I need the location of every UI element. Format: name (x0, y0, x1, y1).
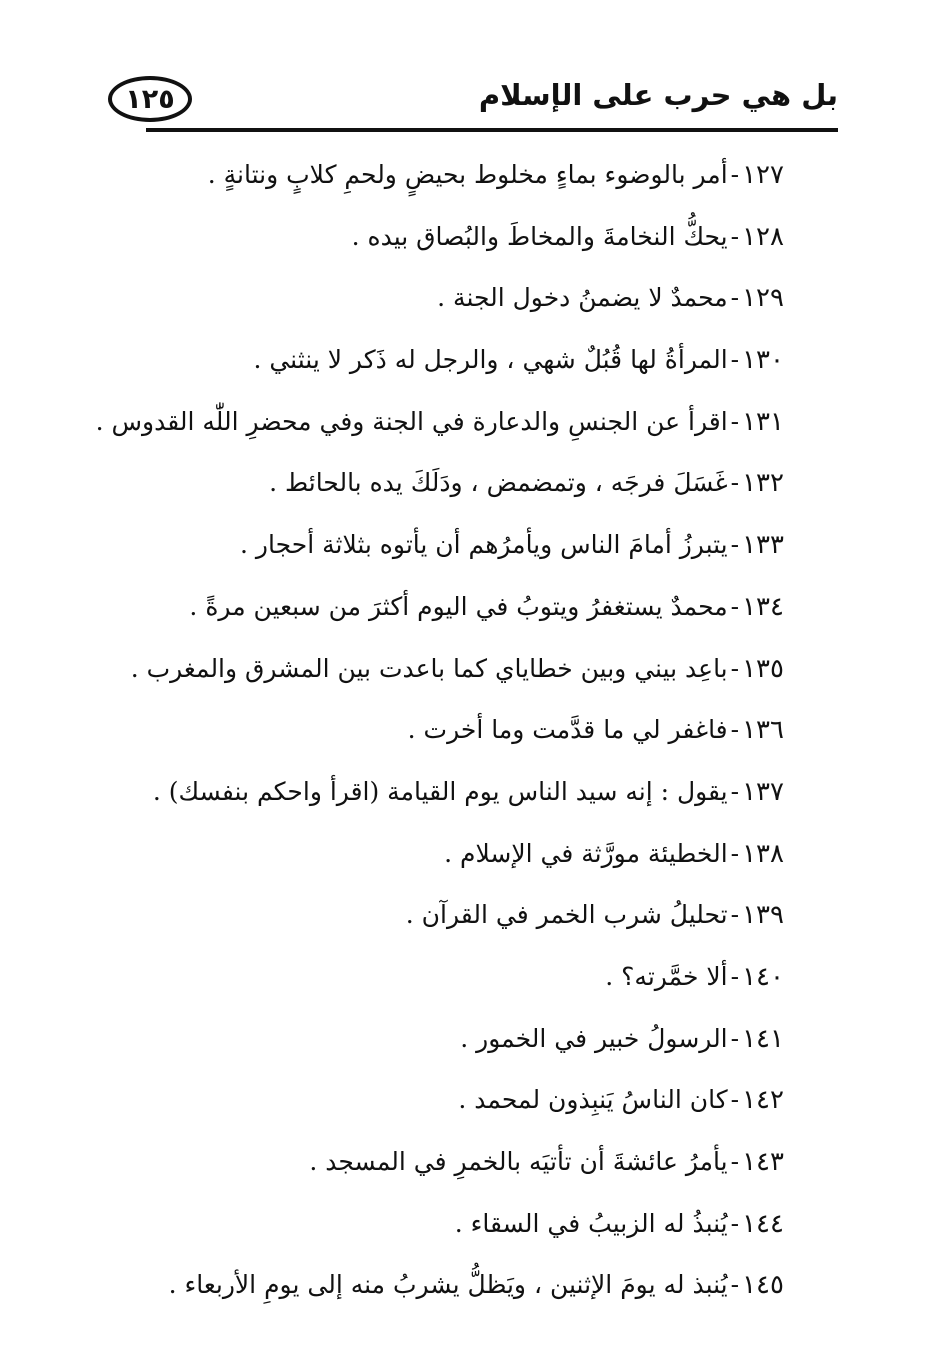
list-item (104, 946, 784, 1008)
item-separator: - (730, 1270, 740, 1300)
item-separator: - (730, 776, 740, 806)
list-item (104, 144, 784, 206)
item-separator: - (730, 1208, 740, 1238)
item-text: محمدٌ يستغفرُ ويتوبُ في اليوم أكثرَ من سبعين مرةً . (189, 591, 728, 621)
item-number: ١٢٩ (742, 283, 784, 314)
item-number: ١٤٠ (742, 961, 784, 992)
item-number: ١٣٦ (742, 715, 784, 746)
list-item (104, 452, 784, 514)
item-number: ١٤١ (742, 1023, 784, 1054)
list-item (104, 761, 784, 823)
list-item (104, 267, 784, 329)
item-number: ١٣٠ (742, 345, 784, 376)
item-number: ١٣٥ (742, 653, 784, 684)
item-separator: - (730, 1147, 740, 1176)
item-text: الخطيئة مورَّثة في الإسلام . (444, 838, 728, 868)
item-number: ١٤٣ (742, 1147, 784, 1177)
numbered-list (95, 144, 784, 1316)
list-item (104, 576, 784, 638)
item-number: ١٤٤ (742, 1208, 784, 1239)
item-text: اقرأ عن الجنسِ والدعارة في الجنة وفي محضرِ اللّٰه القدوس . (95, 406, 728, 436)
item-separator: - (730, 900, 740, 930)
item-text: يحكُّ النخامةَ والمخاطَ والبُصاق بيده . (351, 221, 728, 251)
item-text: تحليلُ شرب الخمر في القرآن . (405, 900, 728, 930)
item-text: يُنبذ له يومَ الإثنين ، ويَظلُّ يشربُ منه إلى يومِ الأربعاء . (168, 1270, 728, 1300)
page-number-badge (108, 76, 192, 122)
list-item (104, 1254, 784, 1316)
item-number: ١٣٨ (742, 838, 784, 869)
item-number: ١٢٨ (742, 221, 784, 252)
item-number: ١٣٤ (742, 591, 784, 622)
item-number: ١٤٥ (742, 1270, 784, 1301)
list-item (104, 1069, 784, 1131)
list-item (104, 638, 784, 700)
item-separator: - (730, 221, 740, 251)
running-title: بل هي حرب على الإسلام (478, 78, 838, 112)
item-separator: - (730, 530, 740, 560)
list-item (104, 206, 784, 268)
item-separator: - (730, 406, 740, 436)
item-number: ١٣٧ (742, 776, 784, 807)
item-text: فاغفر لي ما قدَّمت وما أخرت . (407, 715, 728, 745)
item-separator: - (730, 345, 740, 375)
item-number: ١٣٣ (742, 530, 784, 561)
list-item (95, 391, 784, 453)
item-number: ١٣٩ (742, 900, 784, 931)
item-separator: - (730, 653, 740, 683)
item-separator: - (730, 468, 740, 498)
item-text: يُنبذُ له الزبيبُ في السقاء . (454, 1208, 728, 1238)
item-separator: - (730, 715, 740, 745)
item-text: أمر بالوضوء بماءٍ مخلوط بحيضٍ ولحمِ كلابٍ ونتانةٍ . (207, 160, 728, 189)
item-text: يقول : إنه سيد الناس يوم القيامة (اقرأ واحكم بنفسك) . (152, 776, 728, 806)
list-item (104, 699, 784, 761)
item-number: ١٢٧ (742, 160, 784, 190)
item-text: كان الناسُ يَنبِذون لمحمد . (458, 1085, 728, 1115)
item-text: باعِد بيني وبين خطاياي كما باعدت بين المشرق والمغرب . (130, 653, 728, 683)
item-separator: - (730, 591, 740, 621)
list-item (104, 1131, 784, 1193)
item-text: ألا خمَّرته؟ . (605, 961, 728, 991)
page-header (108, 72, 838, 136)
item-separator: - (730, 1023, 740, 1053)
item-separator: - (730, 283, 740, 313)
item-separator: - (730, 961, 740, 991)
list-item (104, 1193, 784, 1255)
item-text: محمدٌ لا يضمنُ دخول الجنة . (437, 283, 728, 313)
item-text: يتبرزُ أمامَ الناس ويأمرُهم أن يأتوه بثلاثة أحجار . (240, 530, 728, 560)
item-separator: - (730, 160, 740, 189)
list-item (104, 514, 784, 576)
list-item (104, 1008, 784, 1070)
list-item (104, 329, 784, 391)
item-number: ١٣١ (742, 406, 784, 437)
item-number: ١٣٢ (742, 468, 784, 499)
page-number: ١٢٥ (125, 83, 175, 115)
item-text: الرسولُ خبير في الخمور . (460, 1023, 728, 1053)
item-text: غَسَلَ فرجَه ، وتمضمض ، ودَلَكَ يده بالحائط . (269, 468, 728, 498)
item-text: يأمرُ عائشةَ أن تأتيَه بالخمرِ في المسجد . (309, 1147, 728, 1176)
item-number: ١٤٢ (742, 1085, 784, 1116)
item-separator: - (730, 1085, 740, 1115)
header-divider (146, 128, 838, 132)
list-item (104, 823, 784, 885)
item-text: المرأةُ لها قُبُلٌ شهي ، والرجل له ذَكر لا ينثني . (253, 345, 728, 375)
list-item (104, 884, 784, 946)
item-separator: - (730, 838, 740, 868)
